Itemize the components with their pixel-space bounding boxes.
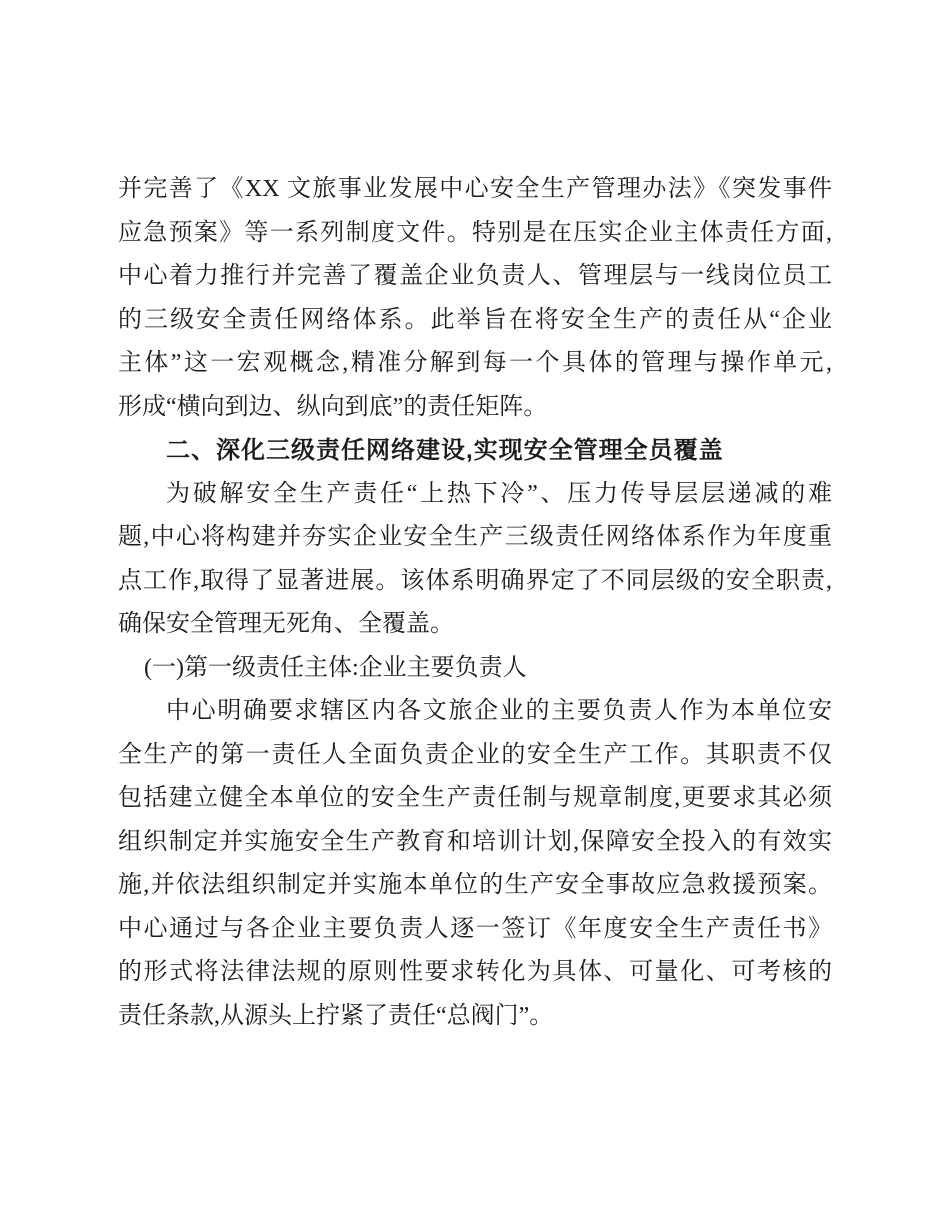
- text-line: 的形式将法律法规的原则性要求转化为具体、可量化、可考核的: [118, 959, 832, 985]
- text-line: 责任条款,从源头上拧紧了责任“总阀门”。: [118, 1002, 554, 1029]
- subsection-heading-1: [118, 647, 832, 691]
- text-line: 的三级安全责任网络体系。此举旨在将安全生产的责任从“企业: [118, 306, 832, 333]
- text-line: 为破解安全生产责任“上热下冷”、压力传导层层递减的难: [166, 480, 832, 507]
- text-line: 题,中心将构建并夯实企业安全生产三级责任网络体系作为年度重: [118, 524, 832, 550]
- text-line: 包括建立健全本单位的安全生产责任制与规章制度,更要求其必须: [118, 785, 832, 811]
- text-line: 施,并依法组织制定并实施本单位的生产安全事故应急救援预案。: [118, 872, 832, 898]
- text-line: 并完善了《XX 文旅事业发展中心安全生产管理办法》《突发事件: [118, 176, 832, 202]
- text-line: 全生产的第一责任人全面负责企业的安全生产工作。其职责不仅: [118, 741, 832, 768]
- text-line: 组织制定并实施安全生产教育和培训计划,保障安全投入的有效实: [118, 828, 832, 855]
- text-line: 应急预案》等一系列制度文件。特别是在压实企业主体责任方面,: [118, 219, 832, 246]
- text-line: 点工作,取得了显著进展。该体系明确界定了不同层级的安全职责,: [118, 567, 832, 594]
- paragraph: [118, 473, 832, 647]
- text-line: 中心着力推行并完善了覆盖企业负责人、管理层与一线岗位员工: [118, 263, 832, 289]
- paragraph-continued-from-previous-page: [118, 168, 832, 429]
- text-line: 形成“横向到边、纵向到底”的责任矩阵。: [118, 393, 548, 420]
- text-line: (一)第一级责任主体:企业主要负责人: [144, 654, 527, 681]
- text-line: 二、深化三级责任网络建设,实现安全管理全员覆盖: [166, 437, 724, 464]
- text-line: 中心明确要求辖区内各文旅企业的主要负责人作为本单位安: [166, 698, 832, 724]
- paragraph: [118, 690, 832, 1038]
- document-body: [118, 168, 832, 1038]
- section-heading-2: [118, 429, 832, 473]
- text-line: 确保安全管理无死角、全覆盖。: [118, 611, 454, 637]
- text-line: 中心通过与各企业主要负责人逐一签订《年度安全生产责任书》: [118, 915, 832, 942]
- text-line: 主体”这一宏观概念,精准分解到每一个具体的管理与操作单元,: [118, 350, 832, 376]
